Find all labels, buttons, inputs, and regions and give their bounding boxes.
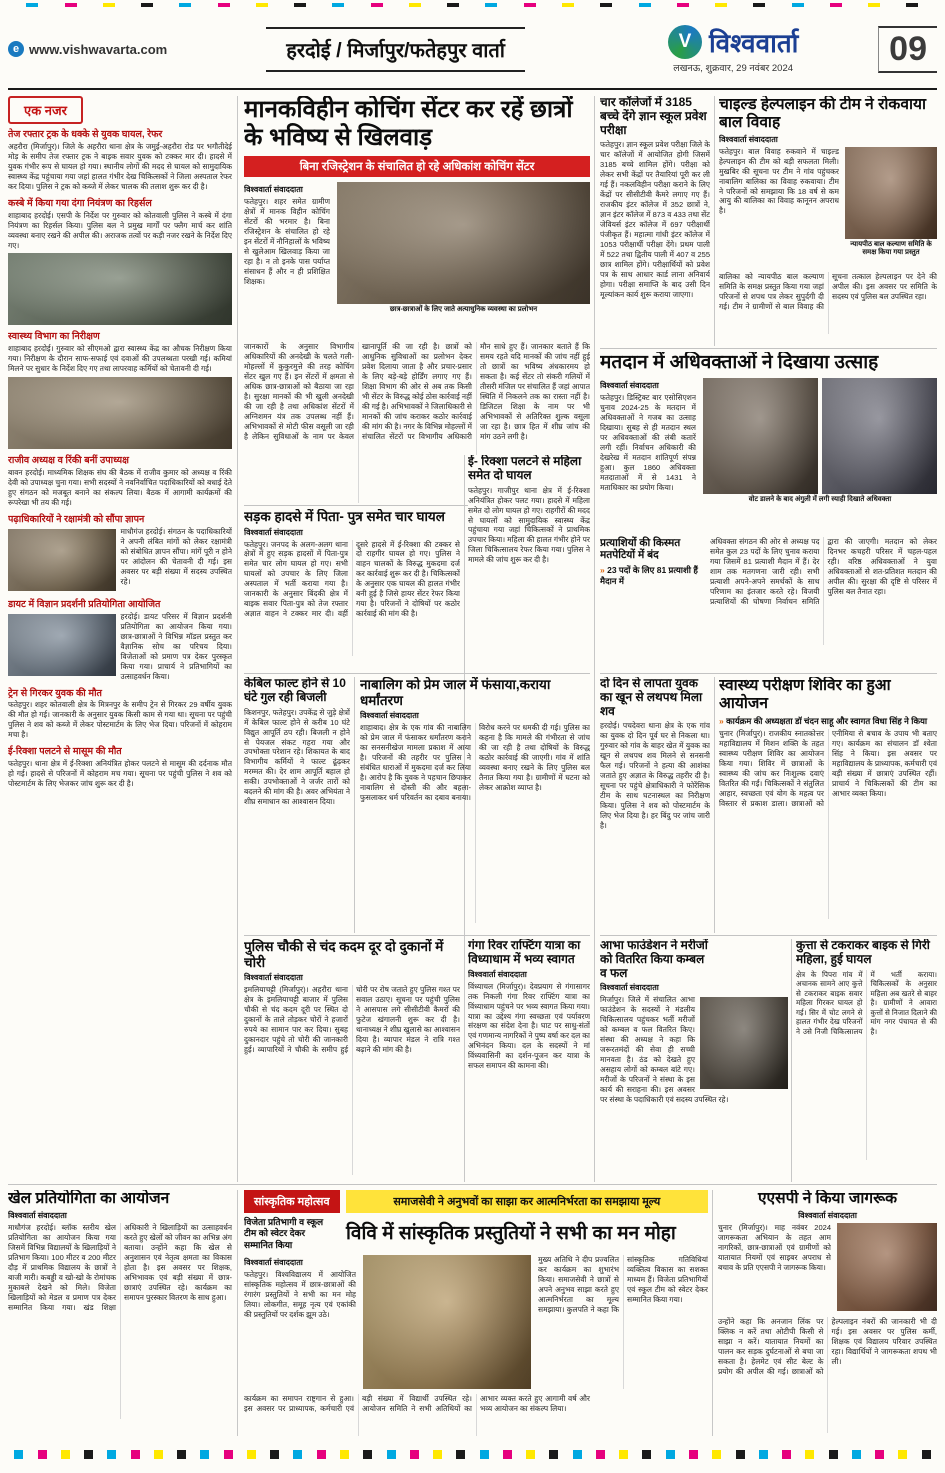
list-item [8,514,232,593]
list-item [8,746,232,789]
color-registration-mark [154,1450,163,1459]
fest-side-note: विजेता प्रतिभागी व स्कूल टीम को स्वेटर देकर सम्मानित किया [244,1217,324,1250]
photo-caption: न्यायपीठ बाल कल्याण समिति के समक्ष किया गया प्रस्तुत [850,240,932,257]
color-registration-mark [141,3,153,7]
color-registration-mark [61,1450,70,1459]
color-registration-mark [177,1450,186,1459]
article-headline: गंगा रिवर राफ्टिंग यात्रा का विध्याधाम में भव्य स्वागत [468,939,581,966]
color-registration-mark [596,1450,605,1459]
byline: विश्ववार्ता संवाददाता [244,185,303,195]
color-registration-mark [294,3,306,7]
divider [712,1190,713,1436]
item-headline: राजीव अध्यक्ष व रिंकी बनीं उपाध्यक्ष [8,455,129,467]
article-headline: सड़क हादसे में पिता- पुत्र समेत चार घायल [244,509,445,524]
article-body: कार्यक्रम का समापन राष्ट्रगान से हुआ। इस अवसर पर प्राध्यापक, कर्मचारी एवं बड़ी संख्या में विद्यार्थी उपस्थित रहे। आयोजन समिति ने सभी अतिथियों का आभार व्यक्त करते हुए आगामी वर्ष और भव्य आयोजन का संकल्प लिया। [244,1393,590,1413]
article-headline: मानकविहीन कोचिंग सेंटर कर रहें छात्रों के भविष्य से खिलवाड़ [244,96,573,151]
article-cultural-fest [244,1190,708,1436]
masthead [588,24,878,74]
health-camp-bullet: » कार्यक्रम की अध्यक्षता डॉ चंदन साहू और स्वागत विधा सिंह ने किया [719,715,928,726]
color-registration-mark [677,3,689,7]
divider [600,935,937,936]
article-headline: नाबालिग को प्रेम जाल में फंसाया,कराया धर्मांतरण [360,677,551,708]
article-aabha-foundation [600,939,788,1182]
fest-highlight-strip: समाजसेवी ने अनुभवों का साझा कर आत्मनिर्भरता का समझाया मूल्य [346,1190,708,1213]
header-rule [8,88,937,90]
item-headline: स्वास्थ्य विभाग का निरीक्षण [8,331,100,343]
color-registration-mark [256,3,268,7]
list-item [8,331,232,449]
vishwavarta-logo-icon: V [668,25,702,59]
color-registration-mark [317,1450,326,1459]
article-headline: दो दिन से लापता युवक का खून से लथपथ मिला शव [600,677,703,718]
article-conversion-case [360,677,590,933]
divider [714,96,715,346]
color-registration-mark [107,1450,116,1459]
article-body: जानकारों के अनुसार विभागीय अधिकारियों की अनदेखी के चलते गली-मोहल्लों में कुकुरमुत्ते की तरह कोचिंग सेंटर खुल गए हैं। इन सेंटरों में क्षमता से अधिक छात्र-छात्राओं को बैठाया जा रहा है। सुरक्षा मानकों की भी खुली अनदेखी की जा रही है तथा अधिकांश सेंटरों में अग्निशमन यंत्र तक उपलब्ध नहीं हैं। अभिभावकों से मोटी फीस वसूली जा रही है लेकिन सुविधाओं के नाम पर केवल खानापूर्ति की जा रही है। छात्रों को आधुनिक सुविधाओं का प्रलोभन देकर प्रवेश दिलाया जाता है और प्रचार-प्रसार के लिए बड़े-बड़े होर्डिंग लगाए गए हैं। शिक्षा विभाग की ओर से अब तक किसी भी सेंटर के विरुद्ध कोई ठोस कार्रवाई नहीं की गई है। अभिभावकों ने जिलाधिकारी से मानकों की जांच कराकर कठोर कार्रवाई की मांग की है। नगर के विभिन्न मोहल्लों में संचालित सेंटरों पर विभागीय अधिकारी मौन साधे हुए हैं। जानकार बताते हैं कि समय रहते यदि मानकों की जांच नहीं हुई तो छात्रों का भविष्य अंधकारमय हो सकता है। कई सेंटर तो संकरी गलियों में तीसरी मंजिल पर संचालित हैं जहां आपात स्थिति में निकलने तक का रास्ता नहीं है। डिजिटल शिक्षा के नाम पर भी अभिभावकों से अतिरिक्त शुल्क वसूला जा रहा है। छात्र हित में शीघ्र जांच की मांग उठने लगी है। [244,342,590,441]
article-body: चुनार (मिर्जापुर)। माह नवंबर 2024 जागरूकता अभियान के तहत आम नागरिकों, छात्र-छात्राओं एवं ग्रामीणों को यातायात नियमों एवं साइबर अपराध से बचाव के प्रति एएसपी ने जागरूक किया। [718,1222,831,1272]
color-registration-mark [600,3,612,7]
divider [244,673,590,674]
election-kicker: प्रत्याशियों की किस्मत मतपेटियों में बंद [600,536,681,561]
list-item [8,198,232,326]
print-registration-bar [0,1448,945,1460]
color-registration-mark [759,1450,768,1459]
article-shop-theft [244,939,460,1182]
color-registration-mark [830,3,842,7]
riot-drill-photo [8,253,232,325]
article-headline: विवि में सांस्कृतिक प्रस्तुतियों ने सभी का मन मोहा [346,1222,676,1244]
print-registration-top [0,2,945,8]
color-registration-mark [875,1450,884,1459]
article-ganga-rafting [468,939,590,1182]
article-headline: पुलिस चौकी से चंद कदम दूर दो दुकानों में चोरी [244,939,444,970]
article-headline: केबिल फाल्ट होने से 10 घंटे गुल रही बिजली [244,677,346,704]
article-body: हरदोई। पचदेवरा थाना क्षेत्र के एक गांव का युवक दो दिन पूर्व घर से निकला था। गुरुवार को गांव के बाहर खेत में युवक का खून से लथपथ शव मिलने से सनसनी फैल गई। परिजनों ने हत्या की आशंका जताते हुए अज्ञात के विरुद्ध तहरीर दी है। सूचना पर पहुंचे क्षेत्राधिकारी ने फोरेंसिक टीम के साथ घटनास्थल का निरीक्षण किया। पुलिस ने शव को पोस्टमार्टम के लिए भेज दिया है। हर बिंदु पर जांच जारी है। [600,721,710,831]
item-body: माधौगंज हरदोई। संगठन के पदाधिकारियों ने अपनी लंबित मांगों को लेकर रक्षामंत्री को संबोधित ज्ञापन सौंपा। मांगें पूरी न होने पर आंदोलन की चेतावनी दी गई। इस अवसर पर बड़ी संख्या में सदस्य उपस्थित रहे। [8,527,232,593]
item-body: फतेहपुर। शहर कोतवाली क्षेत्र के मित्रनपुर के समीप ट्रेन से गिरकर 29 वर्षीय युवक की मौत हो गई। जानकारी के अनुसार युवक किसी काम से गया था। सूचना पर पहुंची पुलिस ने शव को कब्जे में लेकर पोस्टमार्टम के लिए भेज दिया। परिजनों में कोहराम मचा है। [8,700,232,740]
item-body: अहरौरा (मिर्जापुर)। जिले के अहरौरा थाना क्षेत्र के जमुई-अहरौरा रोड पर भगौतीदेई मोड़ के समीप तेज रफ्तार ट्रक ने बाइक सवार युवक को टक्कर मार दी। हादसे में युवक गंभीर रूप से घायल हो गया। स्थानीय लोगों की मदद से घायल को सामुदायिक स्वास्थ्य केंद्र पहुंचाया गया जहां हालत गंभीर देख चिकित्सकों ने जिला अस्पताल रेफर कर दिया। पुलिस ने ट्रक को कब्जे में लेकर चालक की तलाश शुरू कर दी है। [8,141,232,191]
article-headline: आभा फाउंडेशन ने मरीजों को वितरित किया कम्बल व फल [600,939,708,980]
item-body: बावन हरदोई। माध्यमिक शिक्षक संघ की बैठक में राजीव कुमार को अध्यक्ष व रिंकी देवी को उपाध्यक्ष चुना गया। सभी सदस्यों ने नवनिर्वाचित पदाधिकारियों को बधाई देते हुए संगठन को मजबूत बनाने का संकल्प लिया। बैठक में आगामी कार्यक्रमों की रूपरेखा भी तय की गई। [8,468,232,508]
color-registration-mark [410,1450,419,1459]
color-registration-mark [753,3,765,7]
article-body: फतेहपुर। ज्ञान स्कूल प्रवेश परीक्षा जिले के चार कॉलेजों में आयोजित होगी जिसमें 3185 बच्चे शामिल होंगे। परीक्षा को लेकर सभी केंद्रों पर तैयारियां पूरी कर ली गई हैं। नकलविहीन परीक्षा कराने के लिए केंद्रों पर सीसीटीवी कैमरे लगाए गए हैं। राजकीय इंटर कॉलेज में 352 छात्रों ने, ज्ञान इंटर कॉलेज में 873 व 433 तथा सेंट जेवियर्स इंटर कॉलेज में 697 परीक्षार्थी पंजीकृत हैं। महात्मा गांधी इंटर कॉलेज में 1053 परीक्षार्थी परीक्षा देंगे। प्रथम पाली में 522 तथा द्वितीय पाली में 407 व 255 छात्र शामिल होंगे। परीक्षार्थियों को प्रवेश पत्र के साथ आधार कार्ड लाना अनिवार्य होगा। परीक्षा समाप्ति के बाद उसी दिन मूल्यांकन कार्य शुरू कराया जाएगा। [600,140,710,299]
article-body: इमलियाचट्टी (मिर्जापुर)। अहरौरा थाना क्षेत्र के इमलियाचट्टी बाजार में पुलिस चौकी से चंद कदम दूरी पर स्थित दो दुकानों के ताले तोड़कर चोरों ने हजारों रुपये का सामान पार कर दिया। सुबह दुकानदार पहुंचे तो चोरी की जानकारी हुई। व्यापारियों ने चौकी के समीप हुई चोरी पर रोष जताते हुए पुलिस गश्त पर सवाल उठाए। सूचना पर पहुंची पुलिस ने आसपास लगे सीसीटीवी कैमरों की फुटेज खंगालनी शुरू कर दी है। थानाध्यक्ष ने शीघ्र खुलासे का आश्वासन दिया है। व्यापार मंडल ने रात्रि गश्त बढ़ाने की मांग की है। [244,985,460,1054]
chevrons-icon: » [600,564,608,575]
article-lead: फतेहपुर। डिस्ट्रिक्ट बार एसोसिएशन चुनाव 2024-25 के मतदान में अधिवक्ताओं ने गजब का उत्साह दिखाया। सुबह से ही मतदान स्थल पर अधिवक्ताओं की लंबी कतारें लगी रहीं। निर्वाचन अधिकारी की देखरेख में मतदान शांतिपूर्ण संपन्न हुआ। कुल 1860 अधिवक्ता मतदाताओं में से 1431 ने मताधिकार का प्रयोग किया। [600,392,696,492]
color-registration-mark [712,1450,721,1459]
color-registration-mark [200,1450,209,1459]
page-header [8,14,937,84]
article-headline: कुत्ता से टकराकर बाइक से गिरी महिला, हुई घायल [796,939,930,966]
page-number: 09 [878,26,937,73]
color-registration-mark [639,3,651,7]
color-registration-mark [666,1450,675,1459]
color-registration-mark [270,1450,279,1459]
science-expo-photo [8,614,116,676]
masthead-name: विश्ववार्ता [708,28,799,58]
byline: विश्ववार्ता संवाददाता [244,527,303,537]
item-body: शाहाबाद हरदोई। गुरुवार को सीएमओ द्वारा स्वास्थ्य केंद्र का औचक निरीक्षण किया गया। निरीक्षण के दौरान साफ-सफाई एवं दवाओं की उपलब्धता परखी गई। कमियां मिलने पर सुधार के निर्देश दिए गए तथा लापरवाह कर्मियों को चेतावनी दी गई। [8,344,232,374]
article-health-camp [719,677,937,933]
color-registration-mark [447,3,459,7]
article-body: अधिवक्ता संगठन की ओर से अध्यक्ष पद समेत कुल 23 पदों के लिए चुनाव कराया गया जिसमें 81 प्रत्याशी मैदान में हैं। देर शाम तक मतगणना जारी रही। सभी प्रत्याशी अपने-अपने समर्थकों के साथ परिणाम का इंतजार करते रहे। विजयी प्रत्याशियों की घोषणा निर्वाचन समिति द्वारा की जाएगी। मतदान को लेकर दिनभर कचहरी परिसर में चहल-पहल रही। वरिष्ठ अधिवक्ताओं ने युवा अधिवक्ताओं से शत-प्रतिशत मतदान की अपील की। सुरक्षा की दृष्टि से परिसर में पुलिस बल तैनात रहा। [710,536,937,606]
article-body: शाहाबाद। क्षेत्र के एक गांव की नाबालिग को प्रेम जाल में फंसाकर धर्मांतरण कराने का सनसनीखेज मामला प्रकाश में आया है। परिजनों की तहरीर पर पुलिस ने संबंधित धाराओं में मुकदमा दर्ज कर लिया है। आरोप है कि युवक ने पहचान छिपाकर नाबालिग से दोस्ती की और बहला-फुसलाकर धर्म परिवर्तन का दबाव बनाया। विरोध करने पर धमकी दी गई। पुलिस का कहना है कि मामले की गंभीरता से जांच की जा रही है तथा दोषियों के विरुद्ध कठोर कार्रवाई की जाएगी। गांव में शांति व्यवस्था बनाए रखने के लिए पुलिस बल तैनात किया गया है। ग्रामीणों में घटना को लेकर आक्रोश व्याप्त है। [360,723,590,802]
item-headline: ट्रेन से गिरकर युवक की मौत [8,687,102,699]
color-registration-mark [103,3,115,7]
fest-kicker: सांस्कृतिक महोत्सव [244,1190,340,1213]
list-item [8,688,232,741]
color-registration-mark [84,1450,93,1459]
article-body: फतेहपुर। बाल विवाह रुकवाने में चाइल्ड हेल्पलाइन की टीम को बड़ी सफलता मिली। मुखबिर की सूचना पर टीम ने गांव पहुंचकर नाबालिग बालिका का विवाह रुकवाया। टीम ने परिजनों को समझाया कि 18 वर्ष से कम आयु की बालिका का विवाह कानूनन अपराध है। [719,146,839,216]
article-body: फतेहपुर। जनपद के अलग-अलग थाना क्षेत्रों में हुए सड़क हादसों में पिता-पुत्र समेत चार लोग घायल हो गए। सभी घायलों को उपचार के लिए जिला अस्पताल में भर्ती कराया गया है। जानकारी के अनुसार बिंदकी क्षेत्र में बाइक सवार पिता-पुत्र को तेज रफ्तार अज्ञात वाहन ने टक्कर मार दी। वहीं दूसरे हादसे में ई-रिक्शा की टक्कर से दो राहगीर घायल हो गए। पुलिस ने वाहन चालकों के विरुद्ध मुकदमा दर्ज कर कार्रवाई शुरू कर दी है। चिकित्सकों के अनुसार एक घायल की हालत गंभीर बनी हुई है जिसे हायर सेंटर रेफर किया गया है। परिजनों ने दोषियों पर कठोर कार्रवाई की मांग की है। [244,539,460,619]
advocates-voting-photo [703,378,818,494]
ek-najar-title: एक नजर [8,96,83,124]
item-headline: डायट में विज्ञान प्रदर्शनी प्रतियोगिता आयोजित [8,598,161,610]
article-body: माधौगंज हरदोई। ब्लॉक स्तरीय खेल प्रतियोगिता का आयोजन किया गया जिसमें विभिन्न विद्यालयों के खिलाड़ियों ने प्रतिभाग किया। 100 मीटर व 200 मीटर दौड़ में प्राथमिक विद्यालय के छात्रों ने बाजी मारी। कबड्डी व खो-खो के रोमांचक मुकाबले देखने को मिले। विजेता खिलाड़ियों को मेडल व प्रमाण पत्र देकर सम्मानित किया गया। खंड शिक्षा अधिकारी ने खिलाड़ियों का उत्साहवर्धन करते हुए खेलों को जीवन का अभिन्न अंग बताया। उन्होंने कहा कि खेल से अनुशासन एवं नेतृत्व क्षमता का विकास होता है। इस अवसर पर शिक्षक, अभिभावक एवं बड़ी संख्या में छात्र-छात्राएं उपस्थित रहे। कार्यक्रम का समापन पुरस्कार वितरण के साथ हुआ। [8,1222,232,1312]
divider [600,673,937,674]
item-headline: पढ़ाधिकारियों ने रक्षामंत्री को सौंपा ज्ञापन [8,514,145,525]
article-body: चुनार (मिर्जापुर)। राजकीय स्नातकोत्तर महाविद्यालय में मिशन शक्ति के तहत स्वास्थ्य परीक्षण शिविर का आयोजन किया गया। शिविर में छात्राओं के स्वास्थ्य की जांच कर निःशुल्क दवाएं वितरित की गईं। चिकित्सकों ने संतुलित आहार, स्वच्छता एवं योग के महत्व पर विस्तार से प्रकाश डाला। छात्राओं को एनीमिया से बचाव के उपाय भी बताए गए। कार्यक्रम का संचालन डॉ श्वेता सिंह ने किया। इस अवसर पर महाविद्यालय के प्राध्यापक, कर्मचारी एवं बड़ी संख्या में छात्राएं उपस्थित रहीं। प्राचार्य ने चिकित्सकों की टीम का आभार व्यक्त किया। [719,729,937,809]
color-registration-mark [387,1450,396,1459]
article-body: क्षेत्र के पिपरा गांव में अचानक सामने आए कुत्ते से टकराकर बाइक सवार महिला गिरकर घायल हो गई। सिर में चोट लगने से हालत गंभीर देख परिजनों ने उसे निजी चिकित्सालय में भर्ती कराया। चिकित्सकों के अनुसार महिला अब खतरे से बाहर है। ग्रामीणों ने आवारा कुत्तों से निजात दिलाने की मांग नगर पंचायत से की है। [796,969,937,1037]
memorandum-photo [8,529,116,591]
color-registration-mark [852,1450,861,1459]
color-registration-mark [179,3,191,7]
list-item [8,129,232,192]
color-registration-mark [792,3,804,7]
chevrons-icon: » [719,715,727,726]
item-body: हरदोई। डायट परिसर में विज्ञान प्रदर्शनी प्रतियोगिता का आयोजन किया गया। छात्र-छात्राओं ने विभिन्न मॉडल प्रस्तुत कर वैज्ञानिक सोच का परिचय दिया। विजेताओं को प्रमाण पत्र देकर पुरस्कृत किया गया। प्राचार्य ने प्रतिभागियों का उत्साहवर्धन किया। [8,612,232,682]
coaching-classroom-photo [337,182,590,304]
color-registration-mark [65,3,77,7]
article-headline: चार कॉलेजों में 3185 बच्चे देंगे ज्ञान स्कूल प्रवेश परीक्षा [600,96,707,137]
color-registration-mark [642,1450,651,1459]
color-registration-mark [332,3,344,7]
color-registration-mark [782,1450,791,1459]
list-item [8,455,232,508]
article-body: उन्होंने कहा कि अनजान लिंक पर क्लिक न करें तथा ओटीपी किसी से साझा न करें। यातायात नियमों का पालन कर सड़क दुर्घटनाओं से बचा जा सकता है। हेलमेट एवं सीट बेल्ट के प्रयोग की अपील की गई। छात्राओं को हेल्पलाइन नंबरों की जानकारी भी दी गई। इस अवसर पर पुलिस कर्मी, शिक्षक एवं विद्यालय परिवार उपस्थित रहा। विद्यार्थियों ने जागरूकता शपथ भी ली। [718,1316,937,1376]
color-registration-mark [503,1450,512,1459]
item-headline: ई-रिक्शा पलटने से मासूम की मौत [8,746,122,758]
divider [714,677,715,933]
color-registration-mark [562,3,574,7]
article-missing-youth [600,677,710,933]
color-registration-mark [898,1450,907,1459]
divider [237,96,238,1182]
color-registration-mark [340,1450,349,1459]
color-registration-mark [38,1450,47,1459]
website-block [8,41,203,57]
cultural-performance-photo [363,1255,531,1389]
color-registration-mark [218,3,230,7]
globe-icon: e [8,41,24,57]
article-body: फतेहपुर। विश्वविद्यालय में आयोजित सांस्कृतिक महोत्सव में छात्र-छात्राओं की रंगारंग प्रस्तुतियों ने सभी का मन मोह लिया। लोकगीत, समूह नृत्य एवं एकांकी की प्रस्तुतियों पर दर्शक झूम उठे। [244,1269,356,1319]
color-registration-mark [573,1450,582,1459]
ek-najar-sidebar [8,96,232,1182]
article-headline: खेल प्रतियोगिता का आयोजन [8,1190,170,1207]
color-registration-mark [293,1450,302,1459]
color-registration-mark [371,3,383,7]
item-headline: तेज रफ्तार ट्रक के धक्के से युवक घायल, रेफर [8,129,163,140]
article-headline: एएसपी ने किया जागरूक [757,1190,898,1207]
article-headline: ई- रिक्शा पलटने से महिला समेत दो घायल [468,455,582,482]
article-childline [719,96,937,346]
article-coaching-centers [244,96,590,503]
byline: विश्ववार्ता संवाददाता [360,711,419,721]
article-headline: चाइल्ड हेल्पलाइन की टीम ने रोकवाया बाल विवाह [719,96,926,131]
awareness-session-photo [837,1223,937,1311]
article-road-accident [244,509,460,671]
color-registration-mark [14,1450,23,1459]
article-body: मिर्जापुर। जिले में संचालित आभा फाउंडेशन के सदस्यों ने मंडलीय चिकित्सालय पहुंचकर भर्ती मरीजों को कम्बल व फल वितरित किए। संस्था की अध्यक्ष ने कहा कि जरूरतमंदों की सेवा ही सच्ची मानवता है। ठंड को देखते हुए असहाय लोगों को कम्बल बांटे गए। मरीजों के परिजनों ने संस्था के इस कार्य की सराहना की। इस अवसर पर संस्था के पदाधिकारी एवं सदस्य उपस्थित रहे। [600,995,788,1175]
article-headline: स्वास्थ्य परीक्षण शिविर का हुआ आयोजन [719,677,891,712]
color-registration-mark [409,3,421,7]
edition-line: लखनऊ, शुक्रवार, 29 नवंबर 2024 [673,63,794,74]
color-registration-mark [689,1450,698,1459]
color-registration-mark [715,3,727,7]
article-body: विंध्याचल (मिर्जापुर)। देवप्रयाग से गंगासागर तक निकली गंगा रिवर राफ्टिंग यात्रा का विंध्याधाम पहुंचने पर भव्य स्वागत किया गया। यात्रा का उद्देश्य गंगा स्वच्छता एवं पर्यावरण संरक्षण का संदेश देना है। घाट पर साधु-संतों एवं गणमान्य नागरिकों ने पुष्प वर्षा कर दल का अभिनंदन किया। दल के सदस्यों ने मां विंध्यवासिनी का दर्शन-पूजन कर यात्रा के सफल समापन की कामना की। [468,981,590,1071]
divider [354,677,355,933]
article-headline: मतदान में अधिवक्ताओं ने दिखाया उत्साह [600,352,879,373]
byline: विश्ववार्ता संवाददाता [719,134,778,144]
divider [594,96,595,1182]
article-body: बालिका को न्यायपीठ बाल कल्याण समिति के समक्ष प्रस्तुत किया गया जहां परिजनों से शपथ पत्र लेकर सुपुर्दगी दी गई। टीम ने ग्रामीणों से बाल विवाह की सूचना तत्काल हेल्पलाइन पर देने की अपील की। इस अवसर पर समिति के सदस्य एवं पुलिस बल उपस्थित रहा। [719,271,937,311]
color-registration-mark [131,1450,140,1459]
color-registration-mark [906,3,918,7]
color-registration-mark [524,3,536,7]
byline: विश्ववार्ता संवाददाता [798,1210,857,1220]
color-registration-mark [433,1450,442,1459]
color-registration-mark [526,1450,535,1459]
article-asp-awareness [718,1190,937,1436]
article-lead: फतेहपुर। शहर समेत ग्रामीण क्षेत्रों में मानक विहीन कोचिंग सेंटरों की भरमार है। बिना रजिस्ट्रेशन के संचालित हो रहे इन सेंटरों में नौनिहालों के भविष्य से खुलेआम खिलवाड़ किया जा रहा है। न तो इनके पास पर्याप्त संसाधन हैं और न ही प्रशिक्षित शिक्षक। [244,197,330,286]
item-body: शाहाबाद हरदोई। एसपी के निर्देश पर गुरुवार को कोतवाली पुलिस ने कस्बे में दंगा नियंत्रण का रिहर्सल किया। पुलिस बल ने प्रमुख मार्गों पर फ्लैग मार्च कर शांति व्यवस्था बनाए रखने की अपील की। अराजक तत्वों पर कड़ी नजर रखने के निर्देश दिए गए। [8,210,232,250]
child-marriage-photo [845,147,937,239]
color-registration-mark [619,1450,628,1459]
advocates-ink-photo [822,378,937,494]
color-registration-mark [247,1450,256,1459]
divider [8,1184,937,1185]
color-registration-mark [363,1450,372,1459]
article-subhead: बिना रजिस्ट्रेशन के संचालित हो रहे अधिकांश कोचिंग सेंटर [244,156,590,177]
article-erickshaw-injured [468,455,590,669]
color-registration-mark [922,1450,931,1459]
inspection-photo [8,377,232,449]
item-body: फतेहपुर। थाना क्षेत्र में ई-रिक्शा अनियंत्रित होकर पलटने से मासूम की दर्दनाक मौत हो गई। हादसे से परिजनों में कोहराम मच गया। सूचना पर पहुंची पुलिस ने शव को पोस्टमार्टम के लिए भेजकर जांच शुरू कर दी है। [8,759,232,789]
list-item [8,599,232,682]
article-body: किशनपुर, फतेहपुर। उपकेंद्र से जुड़े क्षेत्रों में केबिल फाल्ट होने से करीब 10 घंटे विद्युत आपूर्ति ठप रही। बिजली न होने से पेयजल संकट गहरा गया और उपभोक्ता परेशान रहे। शिकायत के बाद विभागीय कर्मियों ने फाल्ट ढूंढ़कर मरम्मत की। देर शाम आपूर्ति बहाल हो सकी। उपभोक्ताओं ने जर्जर तारों को बदलने की मांग की है। अवर अभियंता ने शीघ्र समाधान का आश्वासन दिया। [244,707,350,807]
election-bullet: » 23 पदों के लिए 81 प्रत्याशी हैं मैदान में [600,564,698,586]
article-body: फतेहपुर। गाजीपुर थाना क्षेत्र में ई-रिक्शा अनियंत्रित होकर पलट गया। हादसे में महिला समेत दो लोग घायल हो गए। राहगीरों की मदद से घायलों को सामुदायिक स्वास्थ्य केंद्र पहुंचाया गया जहां चिकित्सकों ने प्राथमिक उपचार किया। महिला की हालत गंभीर होने पर जिला चिकित्सालय रेफर किया गया। पुलिस ने मामले की जांच शुरू कर दी है। [468,485,590,565]
color-registration-mark [456,1450,465,1459]
article-body: मुख्य अतिथि ने दीप प्रज्वलित कर कार्यक्रम का शुभारंभ किया। समाजसेवी ने छात्रों से अपने अनुभव साझा करते हुए आत्मनिर्भरता का मूल्य समझाया। कुलपति ने कहा कि सांस्कृतिक गतिविधियां व्यक्तित्व विकास का सशक्त माध्यम हैं। विजेता प्रतिभागियों एवं स्कूल टीम को स्वेटर देकर सम्मानित किया गया। [538,1254,708,1314]
color-registration-mark [868,3,880,7]
color-registration-mark [549,1450,558,1459]
blanket-distribution-photo [700,997,788,1089]
photo-caption: छात्र-छात्राओं के लिए जाते अत्याधुनिक व्यवस्था का प्रलोभन [389,306,538,314]
section-title: हरदोई / मिर्जापुर/फतेहपुर वार्ता [266,27,525,72]
byline: विश्ववार्ता संवाददाता [244,973,303,983]
divider [791,939,792,1182]
color-registration-mark [26,3,38,7]
color-registration-mark [224,1450,233,1459]
color-registration-mark [805,1450,814,1459]
article-bar-election [600,352,937,671]
byline: विश्ववार्ता संवाददाता [8,1210,67,1220]
color-registration-mark [829,1450,838,1459]
article-dog-accident [796,939,937,1182]
article-sports-competition [8,1190,232,1436]
website-url: www.vishwavarta.com [29,41,168,57]
photo-caption: वोट डालने के बाद अंगुली में लगी स्याही दिखाते अधिवक्ता [748,495,892,503]
byline: विश्ववार्ता संवाददाता [600,380,659,390]
divider [244,935,590,936]
divider [237,1190,238,1436]
byline: विश्ववार्ता संवाददाता [600,983,659,993]
article-entrance-exam [600,96,710,346]
color-registration-mark [480,1450,489,1459]
byline: विश्ववार्ता संवाददाता [468,969,527,979]
byline: विश्ववार्ता संवाददाता [244,1257,303,1267]
color-registration-mark [736,1450,745,1459]
item-headline: कस्बे में किया गया दंगा नियंत्रण का रिहर्सल [8,197,152,209]
divider [600,348,937,349]
color-registration-mark [485,3,497,7]
article-cable-fault [244,677,350,933]
